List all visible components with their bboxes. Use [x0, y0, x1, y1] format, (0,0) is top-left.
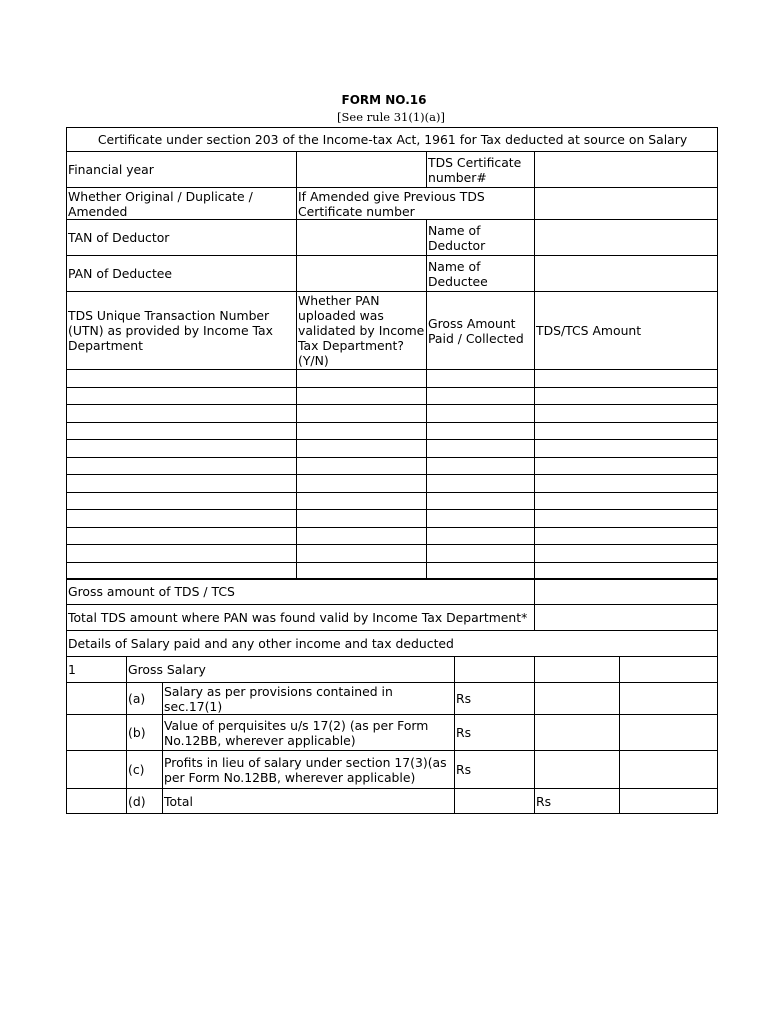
- salary-total-blank: [66, 788, 127, 814]
- utn-entry-cell[interactable]: [66, 387, 297, 405]
- gross-tds-label: Gross amount of TDS / TCS: [66, 578, 535, 605]
- salary-item-b-col3[interactable]: [619, 714, 718, 751]
- gross-salary-col2[interactable]: [534, 656, 620, 683]
- original-duplicate-label: Whether Original / Duplicate / Amended: [66, 187, 297, 220]
- salary-item-c-blank: [66, 750, 127, 789]
- utn-entry-cell[interactable]: [534, 527, 718, 545]
- salary-item-a-col3[interactable]: [619, 682, 718, 715]
- utn-entry-cell[interactable]: [296, 492, 427, 510]
- utn-entry-cell[interactable]: [66, 474, 297, 493]
- certificate-heading: Certificate under section 203 of the Income-tax Act, 1961 for Tax deducted at source on Salary: [66, 127, 718, 152]
- utn-entry-cell[interactable]: [66, 544, 297, 563]
- utn-entry-cell[interactable]: [534, 404, 718, 423]
- utn-entry-cell[interactable]: [534, 492, 718, 510]
- salary-total-col3[interactable]: [619, 788, 718, 814]
- salary-item-c-col3[interactable]: [619, 750, 718, 789]
- utn-entry-cell[interactable]: [534, 509, 718, 528]
- utn-entry-cell[interactable]: [426, 369, 535, 388]
- salary-item-b-label: Value of perquisites u/s 17(2) (as per Form No.12BB, wherever applicable): [162, 714, 455, 751]
- financial-year-value[interactable]: [296, 151, 427, 188]
- pan-label: PAN of Deductee: [66, 255, 297, 292]
- salary-item-c-col2[interactable]: [534, 750, 620, 789]
- salary-item-a-blank: [66, 682, 127, 715]
- utn-entry-cell[interactable]: [66, 509, 297, 528]
- utn-entry-cell[interactable]: [534, 387, 718, 405]
- utn-entry-cell[interactable]: [426, 439, 535, 458]
- utn-entry-cell[interactable]: [296, 422, 427, 440]
- salary-item-c-unit: Rs: [454, 750, 535, 789]
- utn-entry-cell[interactable]: [296, 457, 427, 475]
- tan-label: TAN of Deductor: [66, 219, 297, 256]
- utn-entry-cell[interactable]: [296, 527, 427, 545]
- utn-entry-cell[interactable]: [426, 527, 535, 545]
- utn-entry-cell[interactable]: [296, 439, 427, 458]
- utn-entry-cell[interactable]: [534, 544, 718, 563]
- tds-certificate-number-value[interactable]: [534, 151, 718, 188]
- gross-tds-value[interactable]: [534, 578, 718, 605]
- tds-certificate-number-label: TDS Certificate number#: [426, 151, 535, 188]
- form-subtitle: [See rule 31(1)(a)]: [337, 110, 445, 124]
- salary-item-a-col2[interactable]: [534, 682, 620, 715]
- tan-value[interactable]: [296, 219, 427, 256]
- utn-entry-cell[interactable]: [426, 509, 535, 528]
- utn-entry-cell[interactable]: [534, 439, 718, 458]
- utn-entry-cell[interactable]: [66, 439, 297, 458]
- gross-salary-col3[interactable]: [619, 656, 718, 683]
- name-deductee-label: Name of Deductee: [426, 255, 535, 292]
- salary-item-b-blank: [66, 714, 127, 751]
- pan-validated-header: Whether PAN uploaded was validated by Income Tax Department? (Y/N): [296, 291, 427, 370]
- salary-details-heading: Details of Salary paid and any other income and tax deducted: [66, 630, 718, 657]
- utn-entry-cell[interactable]: [66, 404, 297, 423]
- utn-entry-cell[interactable]: [534, 474, 718, 493]
- utn-entry-cell[interactable]: [426, 387, 535, 405]
- salary-total-col1[interactable]: [454, 788, 535, 814]
- salary-item-c-label: Profits in lieu of salary under section 17(3)(as per Form No.12BB, wherever applicable): [162, 750, 455, 789]
- salary-item-c-code: (c): [126, 750, 163, 789]
- utn-entry-cell[interactable]: [426, 404, 535, 423]
- total-tds-valid-label: Total TDS amount where PAN was found valid by Income Tax Department*: [66, 604, 535, 631]
- utn-entry-cell[interactable]: [426, 474, 535, 493]
- previous-tds-value[interactable]: [534, 187, 718, 220]
- utn-entry-cell[interactable]: [296, 404, 427, 423]
- utn-entry-cell[interactable]: [66, 457, 297, 475]
- gross-amount-header: Gross Amount Paid / Collected: [426, 291, 535, 370]
- salary-total-code: (d): [126, 788, 163, 814]
- utn-entry-cell[interactable]: [296, 509, 427, 528]
- salary-total-label: Total: [162, 788, 455, 814]
- salary-row-number: 1: [66, 656, 127, 683]
- utn-entry-cell[interactable]: [534, 422, 718, 440]
- previous-tds-label: If Amended give Previous TDS Certificate number: [296, 187, 535, 220]
- salary-item-b-unit: Rs: [454, 714, 535, 751]
- gross-salary-label: Gross Salary: [126, 656, 455, 683]
- utn-entry-cell[interactable]: [296, 544, 427, 563]
- salary-item-a-label: Salary as per provisions contained in sec.17(1): [162, 682, 455, 715]
- salary-item-a-code: (a): [126, 682, 163, 715]
- utn-entry-cell[interactable]: [426, 544, 535, 563]
- name-deductor-label: Name of Deductor: [426, 219, 535, 256]
- utn-entry-cell[interactable]: [534, 369, 718, 388]
- utn-entry-cell[interactable]: [534, 457, 718, 475]
- name-deductee-value[interactable]: [534, 255, 718, 292]
- utn-entry-cell[interactable]: [296, 387, 427, 405]
- utn-entry-cell[interactable]: [66, 422, 297, 440]
- pan-value[interactable]: [296, 255, 427, 292]
- form-title: FORM NO.16: [341, 93, 427, 107]
- utn-entry-cell[interactable]: [66, 492, 297, 510]
- salary-item-b-col2[interactable]: [534, 714, 620, 751]
- utn-entry-cell[interactable]: [426, 457, 535, 475]
- utn-entry-cell[interactable]: [66, 527, 297, 545]
- gross-salary-col1[interactable]: [454, 656, 535, 683]
- utn-entry-cell[interactable]: [296, 474, 427, 493]
- tds-tcs-amount-header: TDS/TCS Amount: [534, 291, 718, 370]
- utn-entry-cell[interactable]: [296, 369, 427, 388]
- utn-entry-cell[interactable]: [426, 492, 535, 510]
- utn-header: TDS Unique Transaction Number (UTN) as provided by Income Tax Department: [66, 291, 297, 370]
- total-tds-valid-value[interactable]: [534, 604, 718, 631]
- salary-total-unit: Rs: [534, 788, 620, 814]
- utn-entry-cell[interactable]: [426, 422, 535, 440]
- utn-entry-cell[interactable]: [66, 369, 297, 388]
- salary-item-b-code: (b): [126, 714, 163, 751]
- salary-item-a-unit: Rs: [454, 682, 535, 715]
- name-deductor-value[interactable]: [534, 219, 718, 256]
- financial-year-label: Financial year: [66, 151, 297, 188]
